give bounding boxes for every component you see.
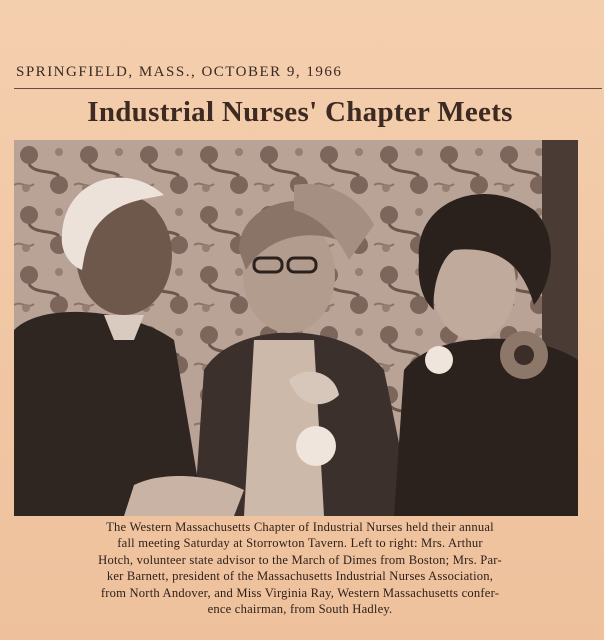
caption-line: The Western Massachusetts Chapter of Industrial Nurses held their annual <box>106 520 494 534</box>
dateline-rule <box>14 88 602 89</box>
caption-line: from North Andover, and Miss Virginia Ray, Western Massachusetts confer- <box>100 585 500 600</box>
photo-caption <box>16 519 584 617</box>
headline: Industrial Nurses' Chapter Meets <box>87 96 513 128</box>
caption-line: ence chairman, from South Hadley. <box>207 602 393 617</box>
caption-line: ker Barnett, president of the Massachusetts Industrial Nurses Association, <box>106 569 494 584</box>
news-photo <box>14 140 578 516</box>
photo-illustration <box>14 140 578 516</box>
caption-line: Hotch, volunteer state advisor to the March of Dimes from Boston; Mrs. Par- <box>98 552 502 567</box>
caption-line: fall meeting Saturday at Storrowton Tavern. Left to right: Mrs. Arthur <box>117 536 483 551</box>
dateline: SPRINGFIELD, MASS., OCTOBER 9, 1966 <box>16 64 343 80</box>
